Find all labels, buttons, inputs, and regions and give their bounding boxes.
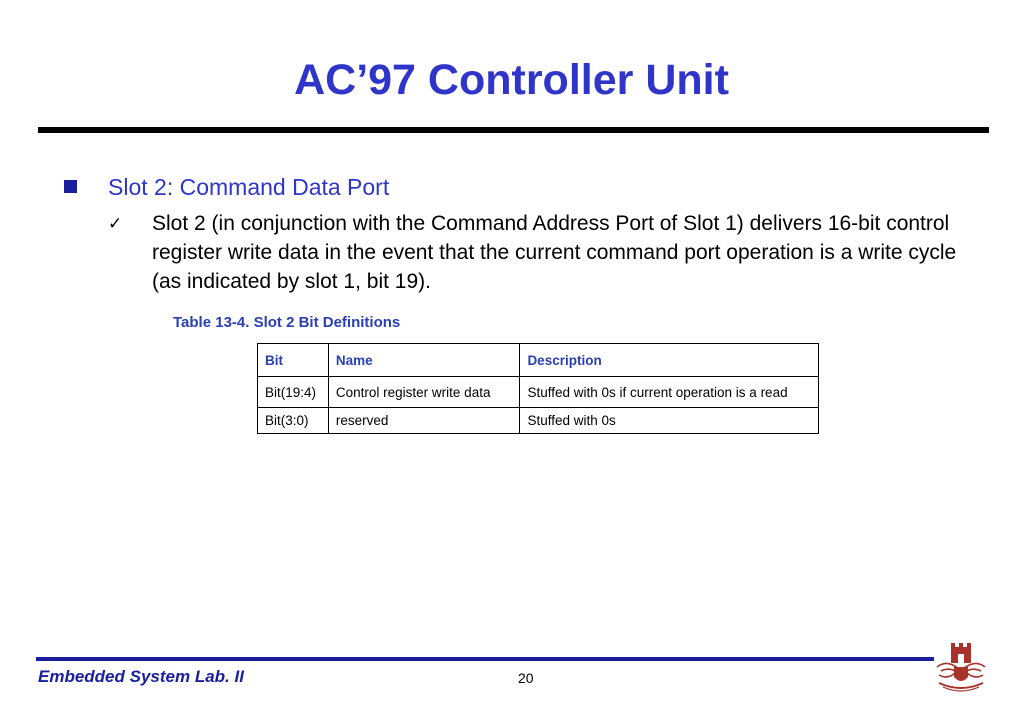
cell-name: Control register write data <box>328 377 520 408</box>
title-divider <box>38 127 989 133</box>
table-row <box>258 408 819 434</box>
checkmark-icon: ✓ <box>108 214 123 234</box>
bullet-text: Slot 2: Command Data Port <box>108 174 390 200</box>
cell-bit: Bit(19:4) <box>258 377 329 408</box>
bit-definitions-table <box>257 343 819 434</box>
cell-bit: Bit(3:0) <box>258 408 329 434</box>
header-bit: Bit <box>258 344 329 377</box>
table-row <box>258 377 819 408</box>
cell-description: Stuffed with 0s if current operation is a read <box>520 377 819 408</box>
bullet-level1 <box>64 172 964 202</box>
footer-lab-name: Embedded System Lab. II <box>38 667 244 686</box>
table-header-row <box>258 344 819 377</box>
sub-bullet-text: Slot 2 (in conjunction with the Command Address Port of Slot 1) delivers 16-bit control register write data in the event that the current command port operation is a write cycle (as indicated by slot 1, bit 19). <box>152 212 957 293</box>
header-name: Name <box>328 344 520 377</box>
cell-name: reserved <box>328 408 520 434</box>
square-bullet-icon <box>64 180 77 193</box>
cell-description: Stuffed with 0s <box>520 408 819 434</box>
page-number: 20 <box>518 670 534 686</box>
university-crest-icon <box>933 641 989 693</box>
header-description: Description <box>520 344 819 377</box>
footer-divider <box>36 657 934 661</box>
table-caption: Table 13-4. Slot 2 Bit Definitions <box>173 314 401 331</box>
slide-title: AC’97 Controller Unit <box>294 56 729 104</box>
